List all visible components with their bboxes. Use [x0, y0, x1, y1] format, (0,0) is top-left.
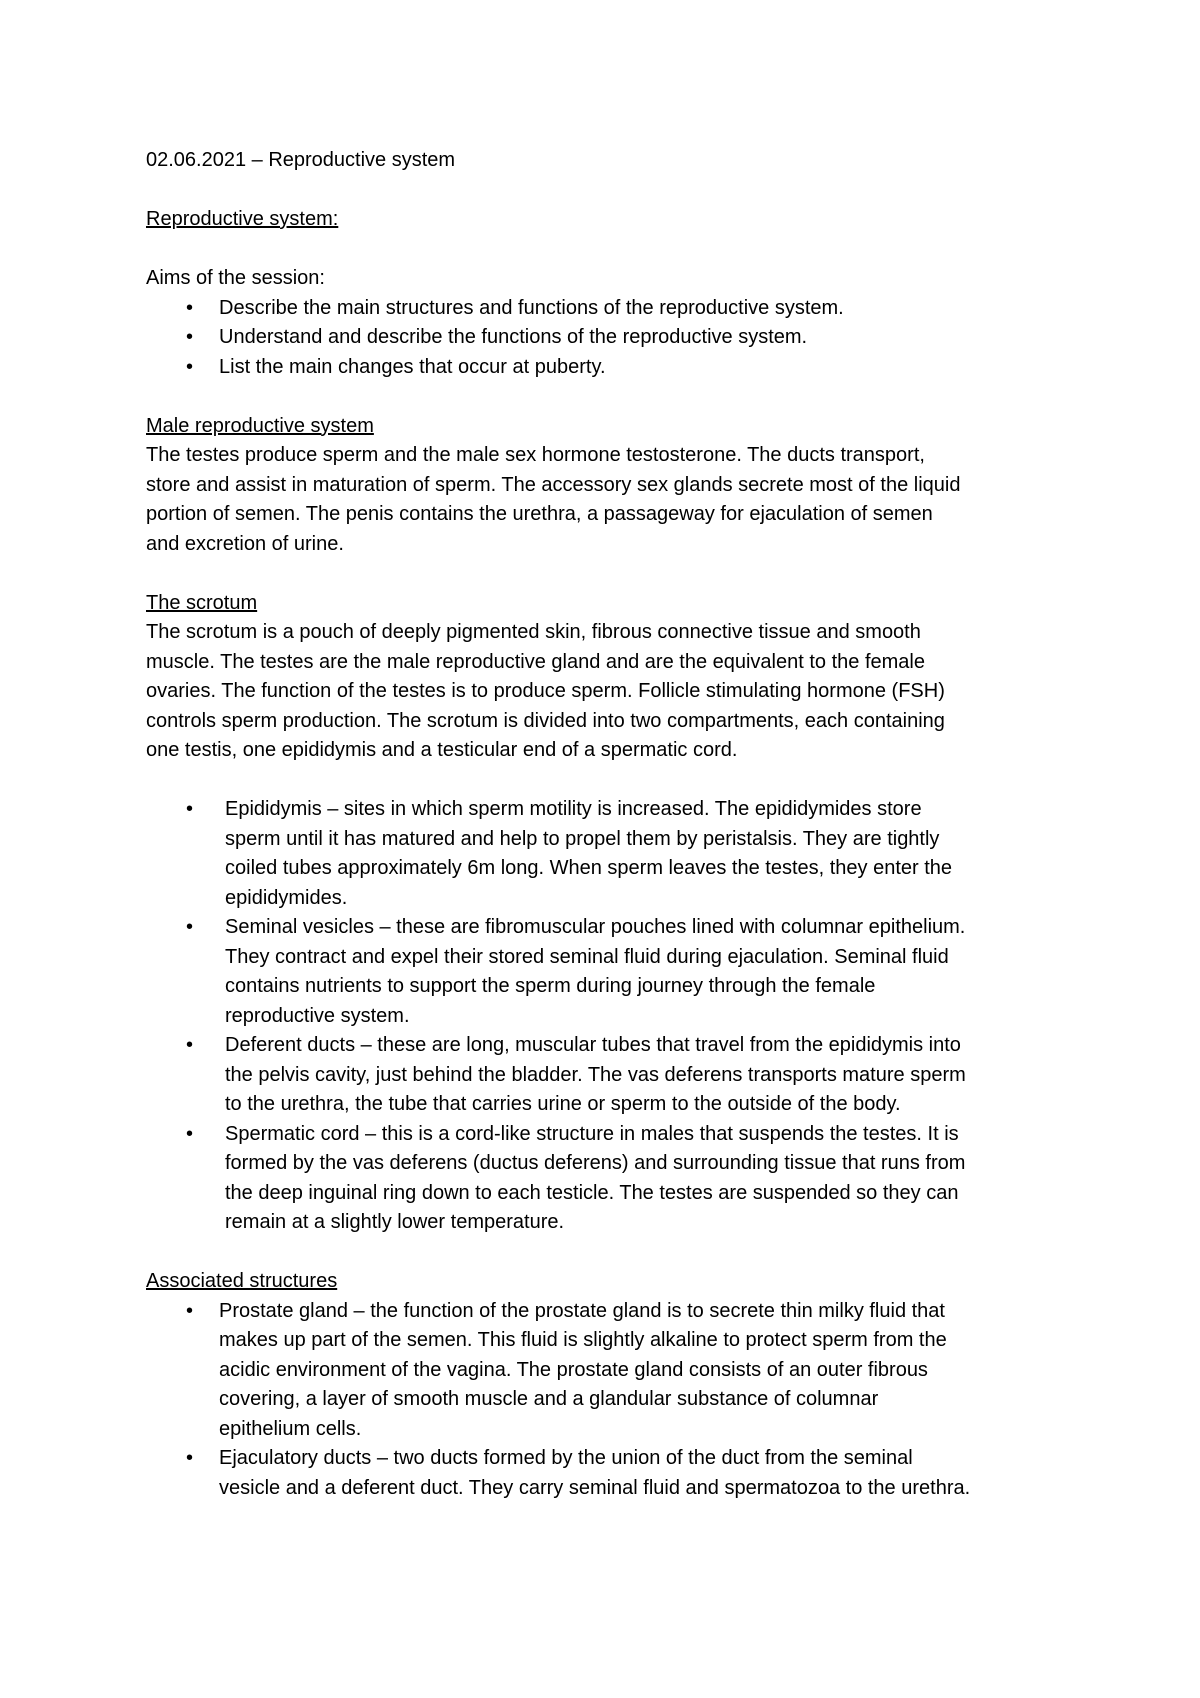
bullet-icon: • — [186, 1122, 194, 1145]
bullet-icon: • — [186, 296, 194, 319]
document-title: 02.06.2021 – Reproductive system — [146, 149, 456, 171]
list-item-prostate-gland: • Prostate gland – the function of the prostate gland is to secrete thin milky fluid that makes up part of the semen. This fluid is slightly alkaline to protect sperm from the acidic environment of the vagina. The prostate gland consists of an outer fibrous covering, a layer of smooth muscle and a glandular substance of columnar epithelium cells. — [146, 1297, 1086, 1445]
bullet-icon: • — [186, 1299, 194, 1322]
list-item-epididymis: • Epididymis – sites in which sperm motility is increased. The epididymides store sperm until it has matured and help to propel them by peristalsis. They are tightly coiled tubes approximately 6m long. When sperm leaves the testes, they enter the epididymides. — [146, 795, 1086, 913]
list-item: • List the main changes that occur at puberty. — [146, 353, 1086, 383]
bullet-icon: • — [186, 1034, 194, 1056]
aims-list — [146, 294, 1086, 383]
paragraph-line: one testis, one epididymis and a testicular end of a spermatic cord. — [146, 739, 738, 761]
paragraph-line: muscle. The testes are the male reproductive gland and are the equivalent to the female — [146, 650, 925, 673]
section-heading-male-reproductive-system: Male reproductive system — [146, 414, 374, 437]
bullet-icon: • — [186, 916, 194, 938]
paragraph-line: portion of semen. The penis contains the urethra, a passageway for ejaculation of semen — [146, 503, 933, 525]
spacer — [146, 766, 1086, 796]
list-item-deferent-ducts: • Deferent ducts – these are long, muscular tubes that travel from the epididymis into the pelvis cavity, just behind the bladder. The vas deferens transports mature sperm to the urethra, the tube that carries urine or sperm to the outside of the body. — [146, 1031, 1086, 1120]
list-item-seminal-vesicles: • Seminal vesicles – these are fibromuscular pouches lined with columnar epithelium. They contract and expel their stored seminal fluid during ejaculation. Seminal fluid contains nutrients to support the sperm during journey through the female reproductive system. — [146, 913, 1086, 1031]
spacer — [146, 176, 1086, 206]
paragraph-line: store and assist in maturation of sperm. The accessory sex glands secrete most of the liquid — [146, 473, 961, 496]
scrotum-structures-list — [146, 795, 1086, 1238]
bullet-icon: • — [186, 326, 194, 348]
bullet-icon: • — [186, 1447, 194, 1469]
section-heading-scrotum: The scrotum — [146, 591, 258, 614]
paragraph-line: The scrotum is a pouch of deeply pigmented skin, fibrous connective tissue and smooth — [146, 621, 921, 643]
associated-structures-list — [146, 1297, 1086, 1504]
paragraph-line: controls sperm production. The scrotum is divided into two compartments, each containing — [146, 709, 945, 732]
spacer — [146, 1238, 1086, 1268]
list-item: • Understand and describe the functions of the reproductive system. — [146, 323, 1086, 353]
paragraph-line: ovaries. The function of the testes is to produce sperm. Follicle stimulating hormone (FSH) — [146, 680, 945, 702]
spacer — [146, 382, 1086, 412]
bullet-icon: • — [186, 798, 194, 820]
bullet-icon: • — [186, 355, 194, 378]
list-item-spermatic-cord: • Spermatic cord – this is a cord-like structure in males that suspends the testes. It is formed by the vas deferens (ductus deferens) and surrounding tissue that runs from the deep inguinal ring down to each testicle. The testes are suspended so they can remain at a slightly lower temperature. — [146, 1120, 1086, 1238]
spacer — [146, 235, 1086, 265]
section-heading-reproductive-system: Reproductive system: — [146, 208, 339, 230]
list-item: • Describe the main structures and functions of the reproductive system. — [146, 294, 1086, 324]
scrotum-paragraph — [146, 618, 1086, 766]
paragraph-line: and excretion of urine. — [146, 532, 344, 555]
spacer — [146, 559, 1086, 589]
document-page — [146, 146, 1086, 1503]
aims-label: Aims of the session: — [146, 267, 325, 289]
paragraph-line: The testes produce sperm and the male sex hormone testosterone. The ducts transport, — [146, 444, 925, 466]
list-item-ejaculatory-ducts: • Ejaculatory ducts – two ducts formed by the union of the duct from the seminal vesicle and a deferent duct. They carry seminal fluid and spermatozoa to the urethra. — [146, 1444, 1086, 1503]
male-paragraph — [146, 441, 1086, 559]
section-heading-associated-structures: Associated structures — [146, 1270, 338, 1292]
